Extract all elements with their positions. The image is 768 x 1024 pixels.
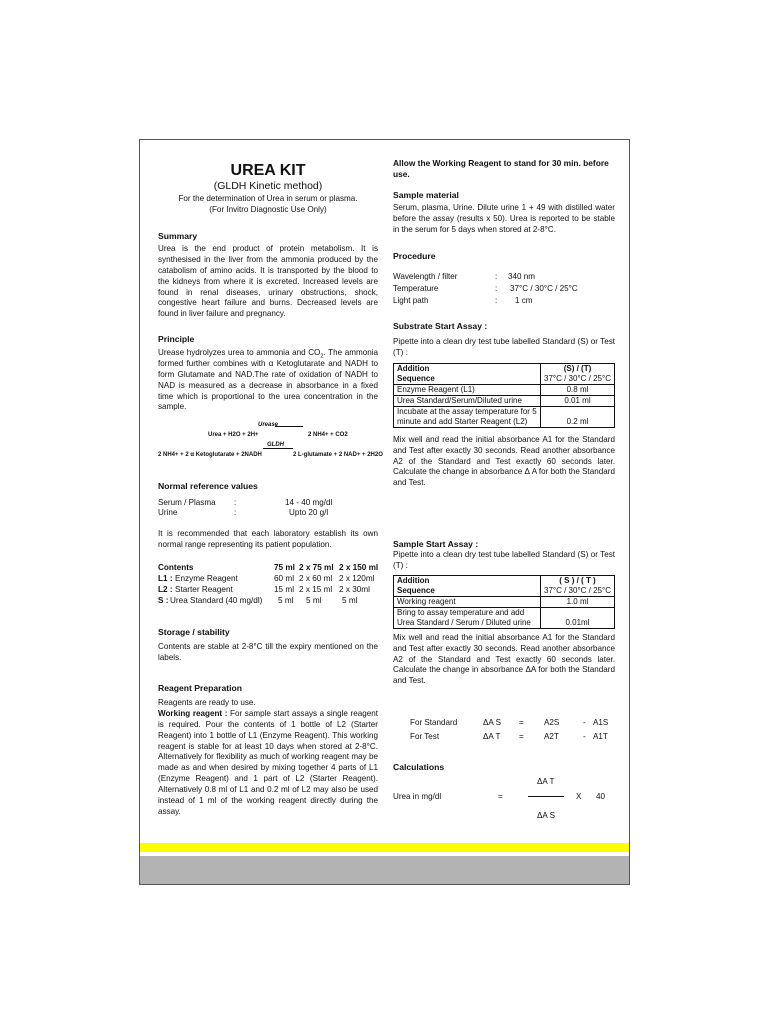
procedure-list bbox=[393, 272, 615, 308]
principle-text: Urease hydrolyzes urea to ammonia and $CO_2$. The ammonia formed further combines with α Ketoglutarate and NADH to form Glutamate and NAD.The rate of oxidation of NADH to NAD is measured as a decrease in absorbance in a fixed time which is proportional to the urea concentration in the sample. bbox=[158, 347, 378, 412]
contents-header-2x75: 2 x 75 ml bbox=[299, 563, 334, 572]
sample-row1-volume: 1.0 ml bbox=[541, 596, 615, 607]
procedure-sep-lightpath: : bbox=[495, 295, 498, 305]
delta-b-test: A1T bbox=[593, 732, 608, 741]
contents-header-label: Contents bbox=[158, 563, 194, 572]
delta-eq-standard: = bbox=[519, 718, 524, 727]
contents-l1-c3: 2 x 120ml bbox=[339, 574, 375, 583]
table-row bbox=[394, 384, 615, 395]
substrate-after-text: Mix well and read the initial absorbance A1 for the Standard and Test after exactly 30 seconds. Read another absorbance A2 of the Standard and Test exactly 60 seconds later. Calculate the change in absorbance Δ A for both the Standard and Test. bbox=[393, 434, 615, 488]
normal-sep-serum: : bbox=[234, 497, 237, 507]
procedure-label-temperature: Temperature bbox=[393, 283, 439, 293]
sample-row2-volume: 0.01ml bbox=[541, 607, 615, 628]
gldh-label: GLDH bbox=[267, 442, 284, 448]
contents-name-s: Urea Standard (40 mg/dl) bbox=[170, 596, 263, 605]
substrate-h1a: Addition bbox=[397, 363, 430, 373]
stand-note: Allow the Working Reagent to stand for 30 min. before use. bbox=[393, 158, 609, 179]
contents-s-c2: 5 ml bbox=[306, 596, 322, 605]
equation-2-right: 2 L-glutamate + 2 NAD+ + 2H2O bbox=[293, 452, 383, 458]
purpose-text: For the determination of Urea in serum or plasma. bbox=[178, 194, 358, 203]
table-row bbox=[394, 395, 615, 406]
calc-label: Urea in mg/dl bbox=[393, 792, 442, 801]
substrate-h2a: (S) / (T) bbox=[563, 363, 592, 373]
calc-numerator: ΔA T bbox=[537, 777, 555, 786]
calculations bbox=[393, 762, 615, 822]
sample-start-table bbox=[393, 575, 615, 629]
procedure-heading: Procedure bbox=[393, 251, 436, 261]
substrate-row1-step: Enzyme Reagent (L1) bbox=[394, 384, 541, 395]
sample-material-text: Serum, plasma, Urine. Dilute urine 1 + 49 with distilled water before the assay (results x 50). Urea is reported to be stable in the serum for 5 days when stored at 2-8°C. bbox=[393, 202, 615, 234]
document-title: UREA KIT bbox=[230, 162, 306, 179]
substrate-row3-step: Incubate at the assay temperature for 5 minute and add Starter Reagent (L2) bbox=[394, 406, 541, 427]
fraction-bar bbox=[528, 796, 564, 797]
arrow-1 bbox=[275, 426, 303, 427]
document-sheet bbox=[139, 139, 630, 885]
procedure-value-temperature: 37°C / 30°C / 25°C bbox=[510, 283, 578, 293]
procedure-sep-temperature: : bbox=[495, 283, 498, 293]
delta-sym-standard: ΔA S bbox=[483, 718, 502, 727]
sample-h1b: Sequence bbox=[397, 585, 435, 595]
contents-l1-c1: 60 ml bbox=[274, 574, 295, 583]
delta-label-test: For Test bbox=[410, 732, 440, 741]
contents-l2-c3: 2 x 30ml bbox=[339, 585, 370, 594]
delta-label-standard: For Standard bbox=[410, 718, 458, 727]
equation-1-left: Urea + H2O + 2H+ bbox=[208, 432, 259, 438]
contents-code-s: S : bbox=[158, 596, 169, 605]
contents-name-l1: Enzyme Reagent bbox=[175, 574, 238, 583]
sample-h2a: ( S ) / ( T ) bbox=[559, 575, 596, 585]
accent-stripe bbox=[140, 843, 629, 852]
delta-formulas bbox=[393, 718, 615, 744]
urease-label: Urease bbox=[258, 422, 279, 428]
footer-band bbox=[140, 856, 629, 884]
procedure-sep-wavelength: : bbox=[495, 271, 498, 281]
contents-header-75: 75 ml bbox=[274, 563, 295, 572]
reagent-prep-text: Working reagent : For sample start assays a single reagent is required. Pour the contents of 1 bottle of L2 (Starter Reagent) into 1 bottle of L1 (Enzyme Reagent). This working reagent is stable for at least 10 days when stored at 2-8°C. Alternatively for flexibility as much of working reagent may be made as and when desired by mixing together 4 parts of L1 (Enzyme Reagent) and 1 part of L2 (Starter Reagent). Alternatively 0.8 ml of L1 and 0.2 ml of L2 may also be used instead of 1 ml of the working reagent directly during the assay. bbox=[158, 708, 378, 816]
normal-value-serum: 14 - 40 mg/dl bbox=[285, 497, 333, 507]
calc-factor: 40 bbox=[596, 792, 606, 801]
calc-equals: = bbox=[498, 792, 503, 801]
storage-text: Contents are stable at 2-8°C till the expiry mentioned on the labels. bbox=[158, 641, 378, 662]
sample-material-heading: Sample material bbox=[393, 190, 459, 200]
substrate-start-table bbox=[393, 363, 615, 428]
procedure-value-lightpath: 1 cm bbox=[515, 295, 533, 305]
use-note: (For Invitro Diagnostic Use Only) bbox=[209, 204, 327, 214]
contents-header-2x150: 2 x 150 ml bbox=[339, 563, 379, 572]
equation-2-left: 2 NH4+ + 2 α Ketoglutarate + 2NADH bbox=[158, 452, 262, 458]
reaction-equations bbox=[158, 420, 383, 460]
normal-values-heading: Normal reference values bbox=[158, 481, 258, 491]
table-row bbox=[394, 406, 615, 427]
principle-heading: Principle bbox=[158, 334, 195, 344]
reagent-prep-line1: Reagents are ready to use. bbox=[158, 697, 256, 707]
normal-label-urine: Urine bbox=[158, 507, 178, 517]
document-subtitle: (GLDH Kinetic method) bbox=[213, 180, 323, 192]
contents-s-c1: 5 ml bbox=[278, 596, 294, 605]
delta-minus-test: - bbox=[583, 732, 586, 741]
reagent-prep-heading: Reagent Preparation bbox=[158, 683, 243, 693]
sample-h2b: 37°C / 30°C / 25°C bbox=[544, 585, 611, 595]
sample-row2-step: Bring to assay temperature and add Urea Standard / Serum / Diluted urine bbox=[394, 607, 541, 628]
procedure-label-wavelength: Wavelength / filter bbox=[393, 271, 458, 281]
contents-l2-c1: 15 ml bbox=[274, 585, 295, 594]
sample-h1a: Addition bbox=[397, 575, 430, 585]
table-row bbox=[394, 607, 615, 628]
arrow-2 bbox=[263, 448, 293, 449]
storage-heading: Storage / stability bbox=[158, 627, 230, 637]
summary-text: Urea is the end product of protein metabolism. It is synthesised in the liver from the ammonia produced by the catabolism of amino acids. It is transported by the blood to the kidneys from where it is excreted. Increased levels are found in renal diseases, urinary obstructions, shock, congestive heart failure and burns. Decreased levels are found in liver failure and pregnancy. bbox=[158, 243, 378, 319]
calc-times: X bbox=[576, 792, 582, 801]
substrate-start-intro: Pipette into a clean dry test tube labelled Standard (S) or Test (T) : bbox=[393, 336, 615, 357]
equation-1-right: 2 NH4+ + CO2 bbox=[308, 432, 348, 438]
contents-l2-c2: 2 x 15 ml bbox=[299, 585, 333, 594]
delta-eq-test: = bbox=[519, 732, 524, 741]
table-row bbox=[394, 596, 615, 607]
substrate-h2b: 37°C / 30°C / 25°C bbox=[544, 373, 611, 383]
contents-l1-c2: 2 x 60 ml bbox=[299, 574, 333, 583]
delta-a-standard: A2S bbox=[544, 718, 560, 727]
delta-a-test: A2T bbox=[544, 732, 559, 741]
substrate-start-heading: Substrate Start Assay : bbox=[393, 321, 488, 331]
sample-after-text: Mix well and read the initial absorbance A1 for the Standard and Test after exactly 30 seconds. Read another absorbance A2 of the Standard and Test exactly 60 seconds later. Calculate the change in absorbance ΔA for both the Standard and Test. bbox=[393, 632, 615, 686]
summary-heading: Summary bbox=[158, 231, 198, 241]
sample-start-heading: Sample Start Assay : bbox=[393, 539, 479, 549]
normal-label-serum: Serum / Plasma bbox=[158, 497, 216, 507]
sample-row1-step: Working reagent bbox=[394, 596, 541, 607]
normal-value-urine: Upto 20 g/l bbox=[289, 507, 329, 517]
contents-table bbox=[158, 563, 378, 607]
normal-sep-urine: : bbox=[234, 507, 237, 517]
substrate-row2-volume: 0.01 ml bbox=[541, 395, 615, 406]
delta-b-standard: A1S bbox=[593, 718, 609, 727]
calculations-heading: Calculations bbox=[393, 762, 445, 772]
substrate-row3-volume: 0.2 ml bbox=[541, 406, 615, 427]
substrate-row2-step: Urea Standard/Serum/Diluted urine bbox=[394, 395, 541, 406]
delta-minus-standard: - bbox=[583, 718, 586, 727]
substrate-h1b: Sequence bbox=[397, 373, 435, 383]
contents-code-l1: L1 : bbox=[158, 574, 173, 583]
contents-name-l2: Starter Reagent bbox=[175, 585, 233, 594]
delta-sym-test: ΔA T bbox=[483, 732, 501, 741]
contents-code-l2: L2 : bbox=[158, 585, 173, 594]
normal-note: It is recommended that each laboratory establish its own normal range representing its patient population. bbox=[158, 528, 378, 549]
calc-denominator: ΔA S bbox=[537, 811, 556, 820]
procedure-label-lightpath: Light path bbox=[393, 295, 429, 305]
contents-s-c3: 5 ml bbox=[342, 596, 358, 605]
procedure-value-wavelength: 340 nm bbox=[508, 271, 535, 281]
substrate-row1-volume: 0.8 ml bbox=[541, 384, 615, 395]
sample-start-intro: Pipette into a clean dry test tube labelled Standard (S) or Test (T) : bbox=[393, 549, 615, 570]
